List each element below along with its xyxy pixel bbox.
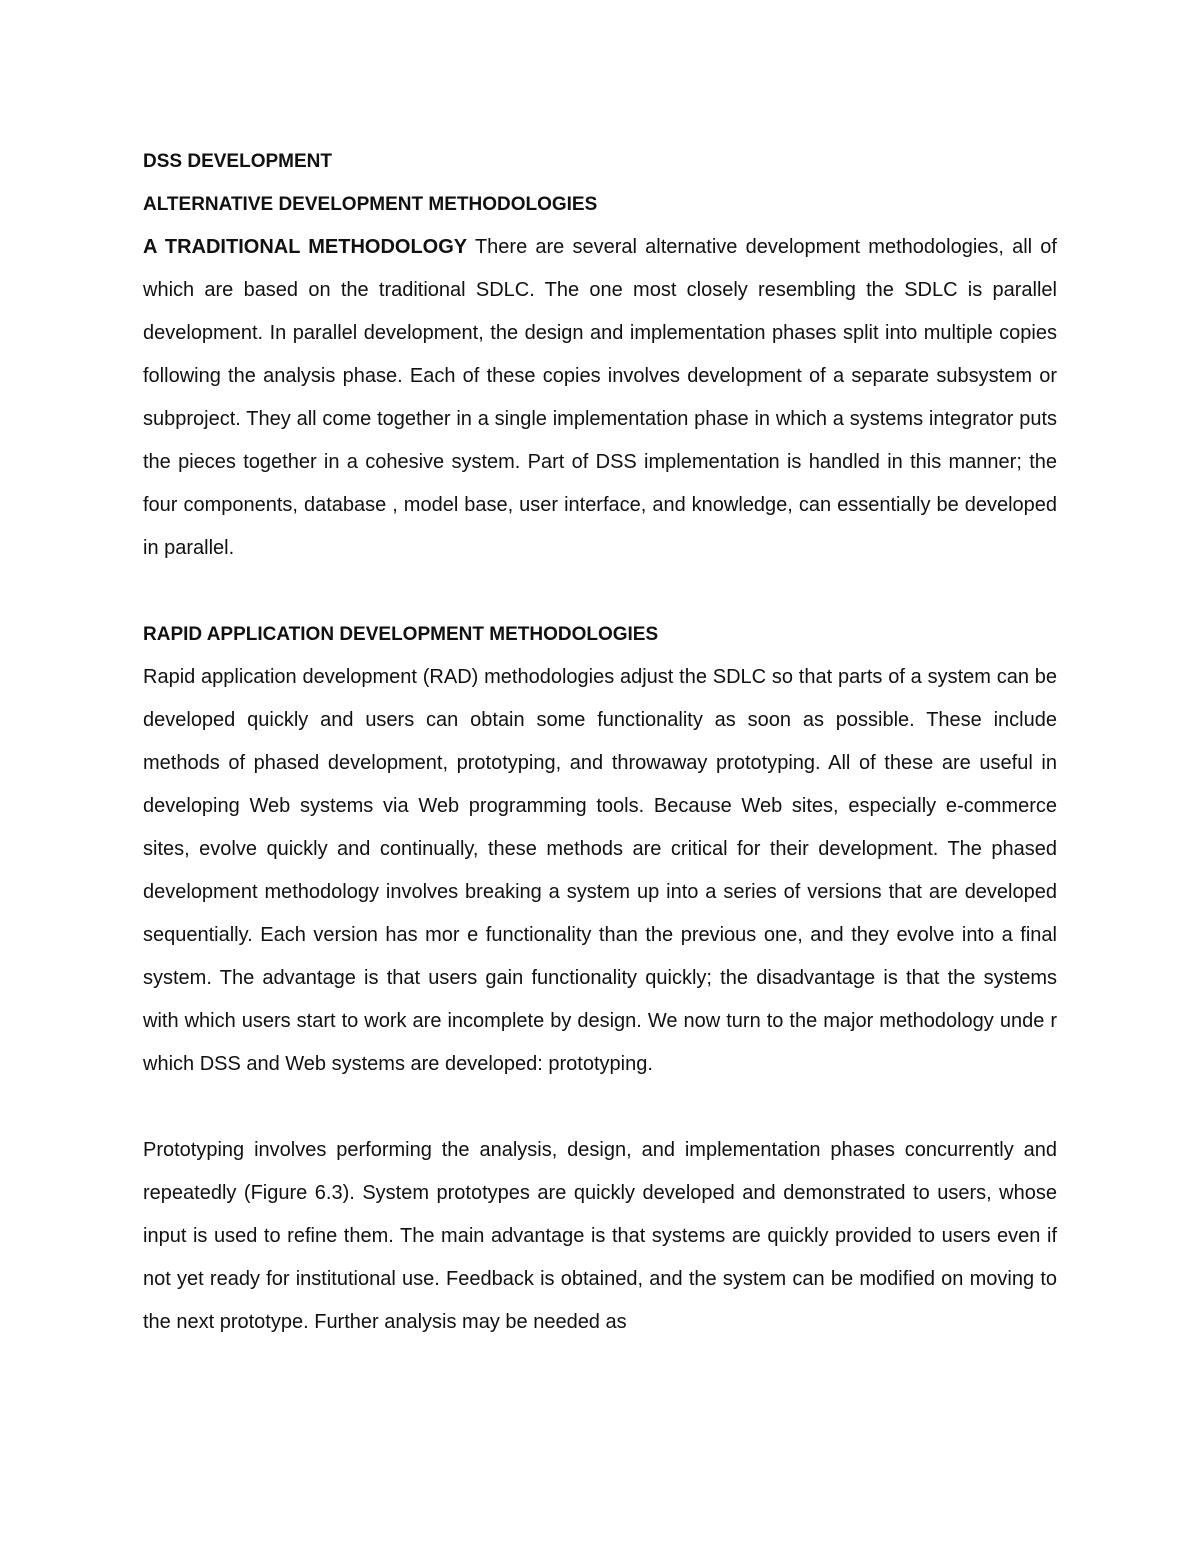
section-heading-alternative: ALTERNATIVE DEVELOPMENT METHODOLOGIES [143,194,598,215]
paragraph-traditional-methodology [143,226,1057,570]
paragraph-spacer [143,1086,1057,1129]
paragraph-rad: Rapid application development (RAD) methodologies adjust the SDLC so that parts of a system can be developed quickly and users can obtain some functionality as soon as possible. These include methods of phased development, prototyping, and throwaway prototyping. All of these are useful in developing Web systems via Web programming tools. Because Web sites, especially e-commerce sites, evolve quickly and continually, these methods are critical for their development. The phased development methodology involves breaking a system up into a series of versions that are developed sequentially. Each version has mor e functionality than the previous one, and they evolve into a final system. The advantage is that users gain functionality quickly; the disadvantage is that the systems with which users start to work are incomplete by design. We now turn to the major methodology unde r which DSS and Web systems are developed: prototyping. [143,666,1057,1075]
paragraph-spacer [143,570,1057,613]
paragraph-body-traditional: There are several alternative development methodologies, all of which are based on the traditional SDLC. The one most closely resembling the SDLC is parallel development. In parallel development, the design and implementation phases split into multiple copies following the analysis phase. Each of these copies involves development of a separate subsystem or subproject. They all come together in a single implementation phase in which a systems integrator puts the pieces together in a cohesive system. Part of DSS implementation is handled in this manner; the four components, database , model base, user interface, and knowledge, can essentially be developed in parallel. [143,236,1057,559]
document-title: DSS DEVELOPMENT [143,151,332,172]
paragraph-lead-traditional: A TRADITIONAL METHODOLOGY [143,236,468,258]
paragraph-prototyping: Prototyping involves performing the analysis, design, and implementation phases concurrently and repeatedly (Figure 6.3). System prototypes are quickly developed and demonstrated to users, whose input is used to refine them. The main advantage is that systems are quickly provided to users even if not yet ready for institutional use. Feedback is obtained, and the system can be modified on moving to the next prototype. Further analysis may be needed as [143,1139,1057,1333]
document-page [143,140,1057,1344]
section-heading-rad: RAPID APPLICATION DEVELOPMENT METHODOLOGIES [143,624,659,645]
